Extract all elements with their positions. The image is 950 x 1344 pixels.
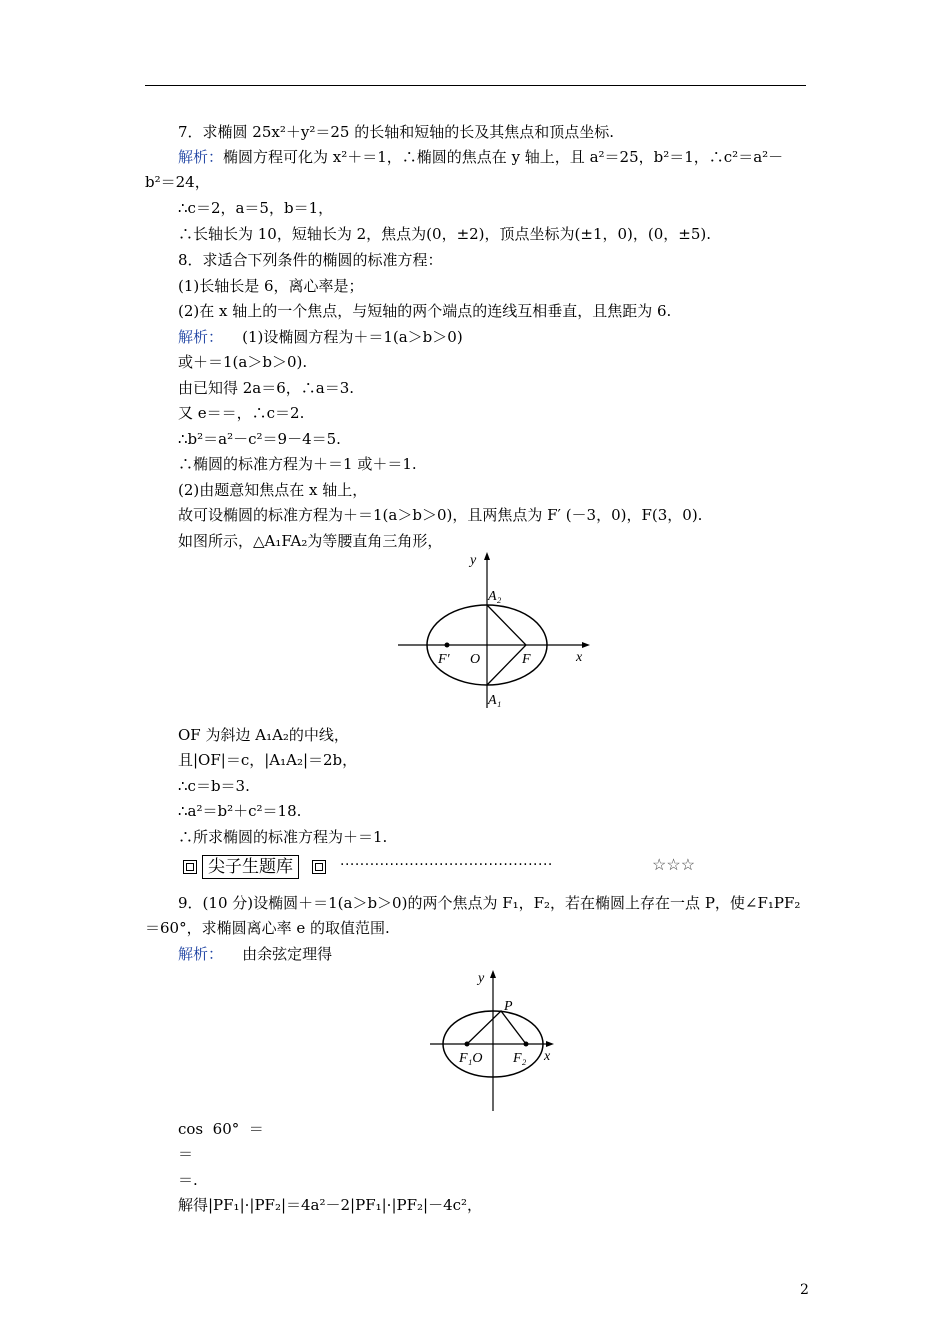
text: (1)设椭圆方程为＋＝1(a＞b＞0) [223, 328, 463, 346]
problem-8-solution-line: 由已知得 2a＝6，∴a＝3. [178, 379, 355, 397]
header-rule [145, 85, 806, 86]
point-label-a2: A₂ [488, 589, 502, 604]
problem-8-statement: 8．求适合下列条件的椭圆的标准方程： [178, 251, 443, 269]
problem-8-solution-line: 故可设椭圆的标准方程为＋＝1(a＞b＞0)，且两焦点为 F′ (－3，0)，F(3，0). [178, 506, 703, 524]
point-label-a1: A₁ [488, 693, 502, 708]
difficulty-stars: ☆☆☆ [652, 855, 696, 874]
problem-8-solution-line: 又 e＝＝，∴c＝2. [178, 404, 305, 422]
square-icon [183, 860, 197, 874]
problem-8-solution-line: ∴b²＝a²－c²＝9－4＝5. [178, 430, 341, 448]
problem-8-solution-line: OF 为斜边 A₁A₂的中线， [178, 726, 349, 744]
point-label-f-prime: F′ [438, 652, 450, 667]
point-label-f2: F₂ [513, 1051, 527, 1066]
point-label-p: P [504, 999, 513, 1014]
problem-8-solution-line: 或＋＝1(a＞b＞0). [178, 353, 308, 371]
text: 由余弦定理得 [223, 945, 333, 963]
problem-7-solution-line: b²＝24， [145, 173, 210, 191]
problem-8-solution-line: ∴c＝b＝3. [178, 777, 250, 795]
problem-7-solution-line: ∴c＝2，a＝5，b＝1， [178, 199, 334, 217]
analysis-label: 解析： [178, 328, 224, 346]
problem-8-solution-line: 且|OF|＝c，|A₁A₂|＝2b， [178, 751, 358, 769]
problem-7-solution-line [178, 147, 783, 167]
ellipse-figure-1 [390, 548, 600, 713]
x-axis-label: x [544, 1049, 551, 1064]
text: 椭圆方程可化为 x²＋＝1，∴椭圆的焦点在 y 轴上，且 a²＝25，b²＝1，∴c²＝a²－ [223, 148, 784, 166]
problem-8-solution-line: ∴椭圆的标准方程为＋＝1 或＋＝1. [178, 455, 417, 473]
banner-title: 尖子生题库 [202, 855, 299, 879]
dotted-leader: ··········································· [340, 857, 553, 873]
problem-9-solution-line [178, 944, 332, 964]
analysis-label: 解析： [178, 148, 224, 166]
problem-9-solution-line: ＝. [178, 1171, 198, 1189]
problem-9-statement: 9．(10 分)设椭圆＋＝1(a＞b＞0)的两个焦点为 F₁，F₂，若在椭圆上存在一点 P，使∠F₁PF₂ [178, 894, 801, 912]
origin-label: O [470, 652, 481, 667]
ellipse-figure-2 [425, 965, 560, 1115]
problem-8-solution-line: ∴a²＝b²＋c²＝18. [178, 802, 302, 820]
point-label-f1-origin: F₁O [459, 1051, 483, 1066]
analysis-label: 解析： [178, 945, 224, 963]
y-axis-label: y [470, 553, 477, 568]
problem-7-statement: 7．求椭圆 25x²＋y²＝25 的长轴和短轴的长及其焦点和顶点坐标. [178, 123, 614, 141]
point-label-f: F [522, 652, 531, 667]
problem-9-solution-line: cos 60° ＝ [178, 1120, 264, 1138]
problem-8-solution-line [178, 327, 463, 347]
problem-8-solution-line: (2)由题意知焦点在 x 轴上， [178, 481, 368, 499]
problem-8-solution-line: 如图所示，△A₁FA₂为等腰直角三角形， [178, 532, 443, 550]
section-banner [178, 855, 818, 881]
square-icon [312, 860, 326, 874]
problem-8-solution-line: ∴所求椭圆的标准方程为＋＝1. [178, 828, 388, 846]
problem-8-part-1: (1)长轴长是 6，离心率是； [178, 277, 364, 295]
problem-7-solution-line: ∴长轴长为 10，短轴长为 2，焦点为(0，±2)，顶点坐标为(±1，0)，(0，±5). [178, 225, 712, 243]
problem-8-part-2: (2)在 x 轴上的一个焦点，与短轴的两个端点的连线互相垂直，且焦距为 6. [178, 302, 672, 320]
x-axis-label: x [576, 650, 583, 665]
problem-9-solution-line: 解得|PF₁|·|PF₂|＝4a²－2|PF₁|·|PF₂|－4c²， [178, 1196, 483, 1214]
problem-9-solution-line: ＝ [178, 1145, 194, 1163]
y-axis-label: y [478, 971, 485, 986]
problem-9-statement: ＝60°，求椭圆离心率 e 的取值范围. [145, 919, 390, 937]
page-number: 2 [800, 1282, 809, 1298]
